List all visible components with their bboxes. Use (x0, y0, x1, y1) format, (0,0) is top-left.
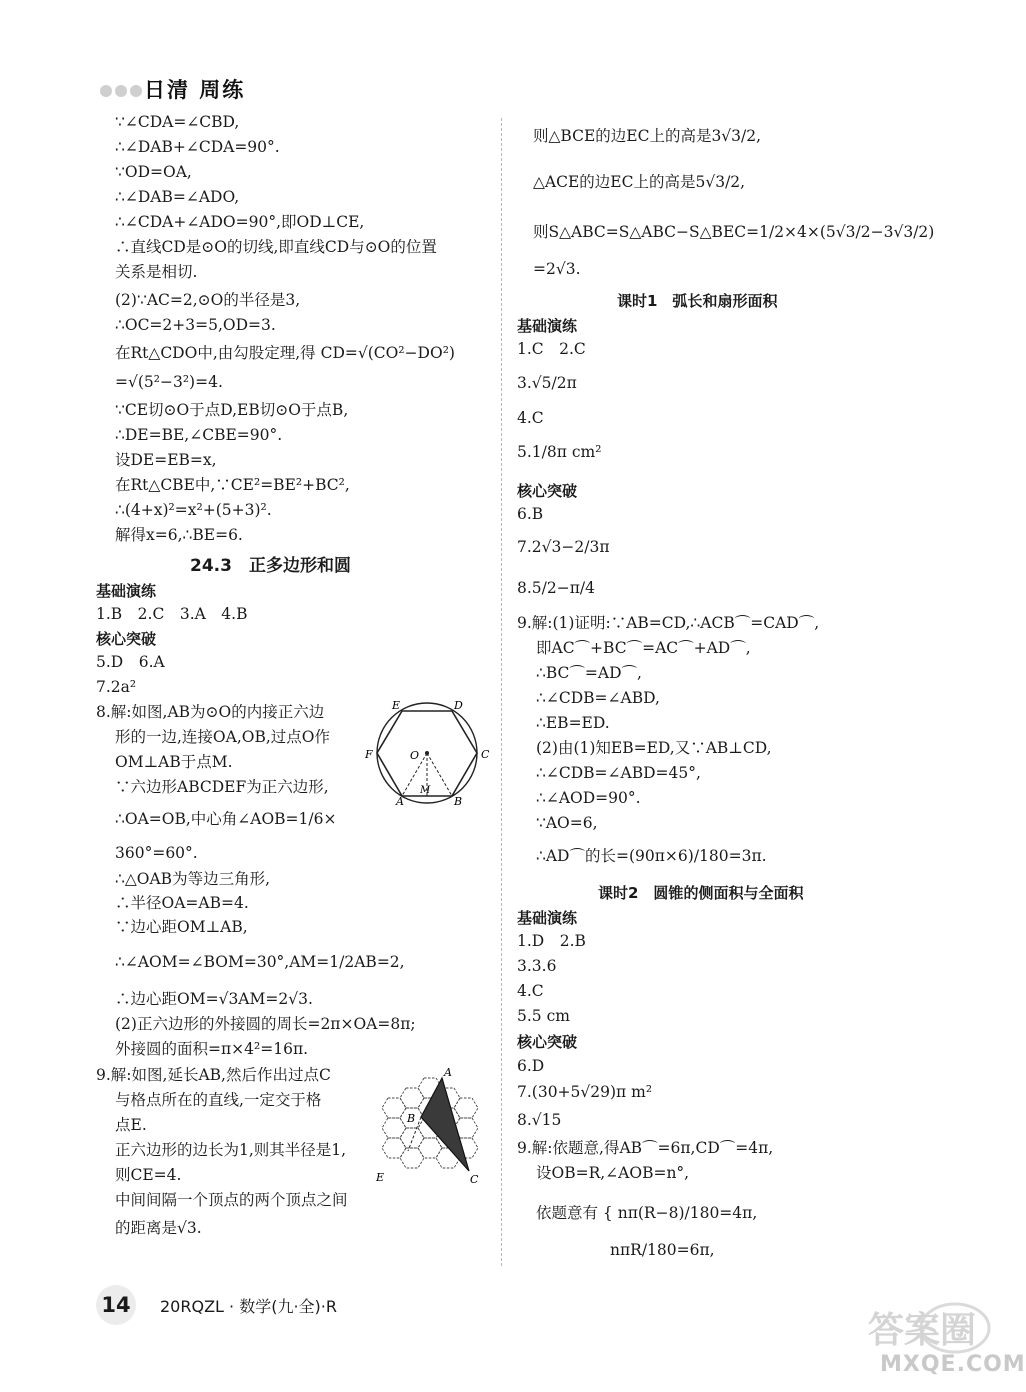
text-line: 关系是相切. (115, 263, 198, 281)
header-decoration (100, 82, 144, 100)
text-line: 8.解:如图,AB为⊙O的内接正六边 (96, 703, 325, 721)
page-number: 14 (96, 1285, 136, 1325)
text-line: 则S△ABC=S△ABC−S△BEC=1/2×4×(5√3/2−3√3/2) (533, 223, 935, 241)
label-a: A (396, 795, 404, 808)
answer-line: ∴AD⌒的长=(90π×6)/180=3π. (536, 847, 767, 865)
text-line: 则△BCE的边EC上的高是3√3/2, (533, 127, 762, 145)
grid-label-a: A (444, 1066, 452, 1079)
text-line: =√(5²−3²)=4. (115, 373, 223, 391)
answer-line: ∴EB=ED. (536, 714, 610, 732)
basic-answers: 1.B 2.C 3.A 4.B (96, 605, 248, 623)
answer-line: (2)由(1)知EB=ED,又∵AB⊥CD, (536, 739, 772, 757)
text-line: OM⊥AB于点M. (115, 753, 233, 771)
answer-line: 9.解:(1)证明:∵AB=CD,∴ACB⌒=CAD⌒, (517, 614, 820, 632)
text-line: (2)正六边形的外接圆的周长=2π×OA=8π; (115, 1015, 416, 1033)
core-answers: 5.D 6.A (96, 653, 165, 671)
text-line: 正六边形的边长为1,则其半径是1, (115, 1141, 347, 1159)
watermark-glyphs: 答案圈 (868, 1310, 977, 1351)
answer-line: ∴∠CDB=∠ABD=45°, (536, 764, 701, 782)
text-line: 设DE=EB=x, (115, 451, 217, 469)
text-line: 在Rt△CBE中,∵CE²=BE²+BC², (115, 476, 350, 494)
l1-basic-heading: 基础演练 (517, 317, 578, 335)
text-line: 与格点所在的直线,一定交于格 (115, 1091, 322, 1109)
answer-line: ∴∠AOD=90°. (536, 789, 641, 807)
answer-line: 9.解:依题意,得AB⌒=6π,CD⌒=4π, (517, 1139, 774, 1157)
l2-basic-heading: 基础演练 (517, 909, 578, 927)
text-line: =2√3. (533, 260, 581, 278)
text-line: ∴∠DAB=∠ADO, (115, 188, 240, 206)
label-d: D (454, 699, 463, 712)
answer-line: 3.3.6 (517, 957, 557, 975)
text-line: ∴∠DAB+∠CDA=90°. (115, 138, 280, 156)
label-e: E (392, 699, 401, 712)
answer-line: ∴BC⌒=AD⌒, (536, 664, 642, 682)
answer-line: ∵AO=6, (536, 814, 598, 832)
basic-heading: 基础演练 (96, 582, 157, 600)
text-line: 360°=60°. (115, 844, 198, 862)
text-line: ∴(4+x)²=x²+(5+3)². (115, 501, 272, 519)
text-line: 解得x=6,∴BE=6. (115, 526, 243, 544)
answer-line: 设OB=R,∠AOB=n°, (536, 1164, 690, 1182)
text-line: 在Rt△CDO中,由勾股定理,得 CD=√(CO²−DO²) (115, 344, 455, 362)
watermark-text: MXQE.COM (880, 1352, 1026, 1377)
watermark (820, 1300, 1026, 1385)
text-line: ∵六边形ABCDEF为正六边形, (115, 778, 329, 796)
answer-line: 7.(30+5√29)π m² (517, 1083, 653, 1101)
text-line: △ACE的边EC上的高是5√3/2, (533, 173, 746, 191)
text-line: 中间间隔一个顶点的两个顶点之间 (115, 1191, 348, 1209)
label-m: M (420, 785, 431, 796)
answer-7: 7.2a² (96, 678, 137, 696)
text-line: ∵CE切⊙O于点D,EB切⊙O于点B, (115, 401, 349, 419)
answer-line: 4.C (517, 409, 544, 427)
grid-label-b: B (407, 1112, 416, 1125)
text-line: ∴半径OA=AB=4. (115, 894, 249, 912)
core-heading: 核心突破 (96, 630, 157, 648)
text-line: 形的一边,连接OA,OB,过点O作 (115, 728, 330, 746)
column-divider (501, 118, 502, 1266)
text-line: 外接圆的面积=π×4²=16π. (115, 1040, 309, 1058)
section-title: 24.3 正多边形和圆 (190, 556, 351, 576)
text-line: ∴直线CD是⊙O的切线,即直线CD与⊙O的位置 (115, 238, 437, 256)
text-line: ∵OD=OA, (115, 163, 192, 181)
text-line: ∴∠CDA+∠ADO=90°,即OD⊥CE, (115, 213, 365, 231)
text-line: ∴OA=OB,中心角∠AOB=1/6× (115, 810, 337, 828)
l1-core-heading: 核心突破 (517, 482, 578, 500)
label-f: F (365, 748, 373, 761)
text-line: ∴边心距OM=√3AM=2√3. (115, 990, 313, 1008)
l2-core-heading: 核心突破 (517, 1033, 578, 1051)
answer-line: 4.C (517, 982, 544, 1000)
answer-line: 5.5 cm (517, 1007, 570, 1025)
answer-line: 5.1/8π cm² (517, 443, 602, 461)
text-line: ∵边心距OM⊥AB, (115, 918, 248, 936)
text-line: ∵∠CDA=∠CBD, (115, 113, 240, 131)
center-point (425, 751, 429, 755)
lesson2-title: 课时2 圆锥的侧面积与全面积 (598, 884, 804, 902)
text-line: 9.解:如图,延长AB,然后作出过点C (96, 1066, 331, 1084)
label-o: O (410, 749, 420, 762)
answer-line: 8.5/2−π/4 (517, 579, 595, 597)
answer-line: 7.2√3−2/3π (517, 538, 610, 556)
label-c: C (481, 748, 490, 761)
grid-label-c: C (470, 1173, 479, 1186)
text-line: ∴OC=2+3=5,OD=3. (115, 316, 276, 334)
answer-line: 1.D 2.B (517, 932, 586, 950)
triangle-abc (421, 1078, 469, 1171)
text-line: ∴∠AOM=∠BOM=30°,AM=1/2AB=2, (115, 953, 405, 971)
text-line: 则CE=4. (115, 1166, 182, 1184)
grid-label-e: E (376, 1171, 385, 1184)
text-line: ∴DE=BE,∠CBE=90°. (115, 426, 283, 444)
answer-line: 6.D (517, 1057, 545, 1075)
answer-line: 8.√15 (517, 1111, 562, 1129)
book-code: 20RQZL · 数学(九·全)·R (160, 1297, 337, 1316)
answer-line: nπR/180=6π, (610, 1241, 715, 1259)
text-line: (2)∵AC=2,⊙O的半径是3, (115, 291, 301, 309)
text-line: 点E. (115, 1116, 147, 1134)
answer-line: 6.B (517, 505, 544, 523)
answer-line: 即AC⌒+BC⌒=AC⌒+AD⌒, (536, 639, 751, 657)
text-line: 的距离是√3. (115, 1219, 202, 1237)
segment-ob (427, 753, 452, 796)
hexagon-grid-figure (372, 1065, 497, 1190)
lesson1-title: 课时1 弧长和扇形面积 (617, 292, 778, 310)
answer-line: 依题意有 { nπ(R−8)/180=4π, (536, 1204, 758, 1222)
answer-line: ∴∠CDB=∠ABD, (536, 689, 660, 707)
label-b: B (454, 795, 463, 808)
header-title: 日清 周练 (144, 78, 246, 102)
hexagon-circle-figure (360, 695, 495, 810)
answer-line: 3.√5/2π (517, 374, 577, 392)
text-line: ∴△OAB为等边三角形, (115, 870, 271, 888)
answer-line: 1.C 2.C (517, 340, 586, 358)
